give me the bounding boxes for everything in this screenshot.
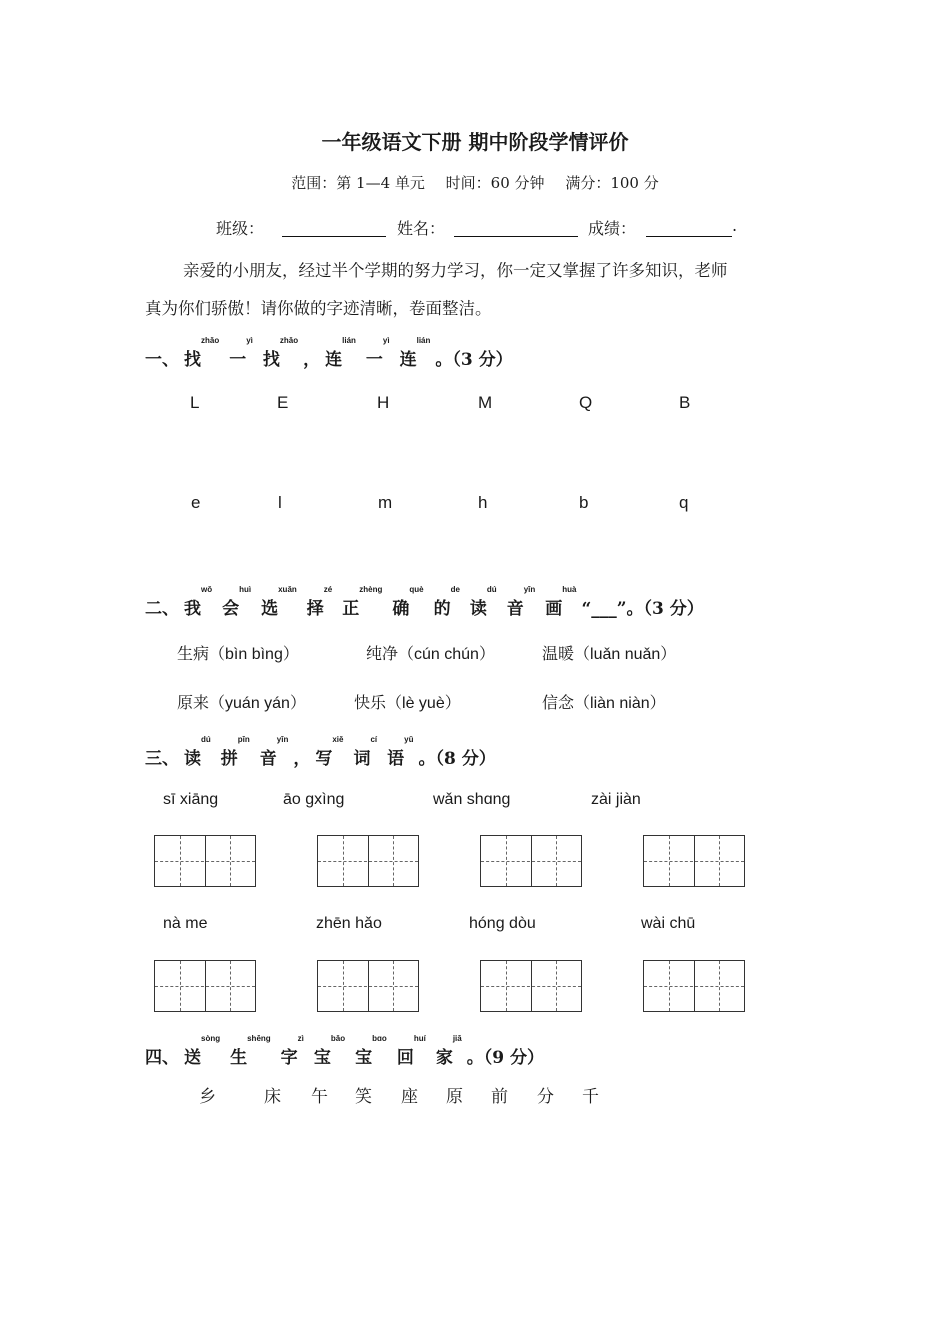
section-1-heading xyxy=(145,336,513,370)
ruby-char: 择zé xyxy=(306,585,333,619)
ruby-char: 一yì xyxy=(229,336,253,370)
ruby-char: 的de xyxy=(433,585,460,619)
name-blank[interactable] xyxy=(454,236,578,237)
ruby-char: 连lián xyxy=(399,336,431,370)
ruby-char: 画huà xyxy=(545,585,577,619)
section-number: 一、 xyxy=(145,350,179,370)
writing-grid[interactable] xyxy=(317,835,419,887)
pinyin-choice[interactable] xyxy=(177,690,306,713)
choice-pinyin[interactable]: （liàn niàn） xyxy=(574,695,666,712)
choice-word: 原来 xyxy=(177,693,210,712)
lower-letter: q xyxy=(679,493,689,512)
pinyin-prompt: wài chū xyxy=(641,915,696,932)
new-character: 千 xyxy=(582,1087,599,1107)
choice-pinyin[interactable]: （lè yuè） xyxy=(386,695,461,712)
upper-letter: L xyxy=(190,393,200,412)
choice-pinyin[interactable]: （luǎn nuǎn） xyxy=(574,646,677,663)
section-2-heading xyxy=(145,585,704,619)
writing-grid[interactable] xyxy=(480,960,582,1012)
new-character: 午 xyxy=(311,1087,328,1107)
upper-letter: B xyxy=(679,393,691,412)
ruby-char: 送sòng xyxy=(184,1034,221,1068)
ruby-char: 语yǔ xyxy=(387,735,414,769)
pinyin-prompt: nà me xyxy=(163,915,208,932)
section-score: “___”。（3 分） xyxy=(581,599,704,619)
writing-grid[interactable] xyxy=(480,835,582,887)
ruby-char: 字zì xyxy=(280,1034,304,1068)
lower-letter: b xyxy=(579,493,589,512)
new-character: 前 xyxy=(491,1087,508,1107)
choice-word: 信念 xyxy=(542,693,575,712)
ruby-char: 音yīn xyxy=(506,585,536,619)
section-number: 四、 xyxy=(145,1048,179,1068)
new-character: 乡 xyxy=(199,1087,216,1107)
upper-letter: M xyxy=(478,393,493,412)
pinyin-prompt: sī xiāng xyxy=(163,791,219,808)
exam-full-score: 满分：100 分 xyxy=(565,174,659,192)
upper-letter: Q xyxy=(579,393,593,412)
ruby-char: 确què xyxy=(392,585,424,619)
info-end: . xyxy=(732,216,738,235)
lower-letter: e xyxy=(191,493,201,512)
section-score: 。（3 分） xyxy=(435,350,513,370)
lower-letter: l xyxy=(278,493,282,512)
punctuation: ， xyxy=(293,749,311,769)
pinyin-prompt: zhēn hǎo xyxy=(316,915,382,932)
ruby-char: 选xuǎn xyxy=(261,585,297,619)
ruby-char: 正zhèng xyxy=(342,585,383,619)
choice-word: 生病 xyxy=(177,644,210,663)
new-character: 原 xyxy=(446,1087,463,1107)
upper-letter: H xyxy=(377,393,390,412)
section-4-heading xyxy=(145,1034,544,1068)
ruby-char: 宝bǎo xyxy=(313,1034,346,1068)
ruby-char: 回huí xyxy=(396,1034,426,1068)
section-number: 二、 xyxy=(145,599,179,619)
ruby-char: 会huì xyxy=(222,585,252,619)
pinyin-prompt: wǎn shɑng xyxy=(433,791,511,808)
intro-line-2: 真为你们骄傲！请你做的字迹清晰，卷面整洁。 xyxy=(145,299,492,318)
choice-pinyin[interactable]: （cún chún） xyxy=(398,646,495,663)
ruby-char: 宝bɑo xyxy=(355,1034,387,1068)
section-3-heading xyxy=(145,735,496,769)
ruby-char: 读dú xyxy=(469,585,497,619)
pinyin-prompt: zài jiàn xyxy=(591,791,641,808)
ruby-char: 生shēng xyxy=(230,1034,271,1068)
lower-letter: h xyxy=(478,493,488,512)
score-label: 成绩： xyxy=(588,219,637,238)
writing-grid[interactable] xyxy=(154,835,256,887)
writing-grid[interactable] xyxy=(317,960,419,1012)
choice-word: 纯净 xyxy=(366,644,399,663)
writing-grid[interactable] xyxy=(643,960,745,1012)
ruby-char: 家jiā xyxy=(435,1034,462,1068)
class-blank[interactable] xyxy=(282,236,386,237)
upper-letter: E xyxy=(277,393,289,412)
ruby-char: 词cí xyxy=(353,735,378,769)
intro-line-1: 亲爱的小朋友，经过半个学期的努力学习，你一定又掌握了许多知识，老师 xyxy=(183,261,728,280)
punctuation: ， xyxy=(303,350,321,370)
pinyin-choice[interactable] xyxy=(366,641,495,664)
pinyin-prompt: hóng dòu xyxy=(469,915,536,932)
pinyin-choice[interactable] xyxy=(177,641,299,664)
pinyin-prompt: āo gxìng xyxy=(283,791,345,808)
exam-scope: 范围：第 1—4 单元 xyxy=(291,174,425,192)
ruby-char: 音yīn xyxy=(259,735,289,769)
section-score: 。（8 分） xyxy=(418,749,496,769)
choice-word: 温暖 xyxy=(542,644,575,663)
new-character: 分 xyxy=(537,1087,554,1107)
ruby-char: 一yì xyxy=(365,336,390,370)
choice-pinyin[interactable]: （bìn bìng） xyxy=(209,646,299,663)
ruby-char: 找zhǎo xyxy=(184,336,220,370)
pinyin-choice[interactable] xyxy=(354,690,461,713)
exam-meta xyxy=(0,172,950,193)
new-character: 座 xyxy=(401,1087,418,1107)
ruby-char: 连lián xyxy=(325,336,356,370)
page-title: 一年级语文下册 期中阶段学情评价 xyxy=(321,130,629,154)
choice-pinyin[interactable]: （yuán yán） xyxy=(209,695,306,712)
class-label: 班级： xyxy=(216,219,265,238)
ruby-char: 我wǒ xyxy=(184,585,213,619)
writing-grid[interactable] xyxy=(154,960,256,1012)
ruby-char: 写xiě xyxy=(315,735,344,769)
pinyin-choice[interactable] xyxy=(542,690,666,713)
score-blank[interactable] xyxy=(646,236,732,237)
name-label: 姓名： xyxy=(397,219,446,238)
lower-letter: m xyxy=(378,493,393,512)
intro-paragraph xyxy=(145,252,815,328)
choice-word: 快乐 xyxy=(354,693,387,712)
new-character: 床 xyxy=(264,1087,281,1107)
ruby-char: 读dú xyxy=(184,735,211,769)
exam-time: 时间：60 分钟 xyxy=(445,174,545,192)
section-score: 。（9 分） xyxy=(466,1048,544,1068)
ruby-char: 找zhǎo xyxy=(262,336,299,370)
ruby-char: 拼pīn xyxy=(220,735,250,769)
pinyin-choice[interactable] xyxy=(542,641,676,664)
section-number: 三、 xyxy=(145,749,179,769)
writing-grid[interactable] xyxy=(643,835,745,887)
new-character: 笑 xyxy=(355,1087,372,1107)
